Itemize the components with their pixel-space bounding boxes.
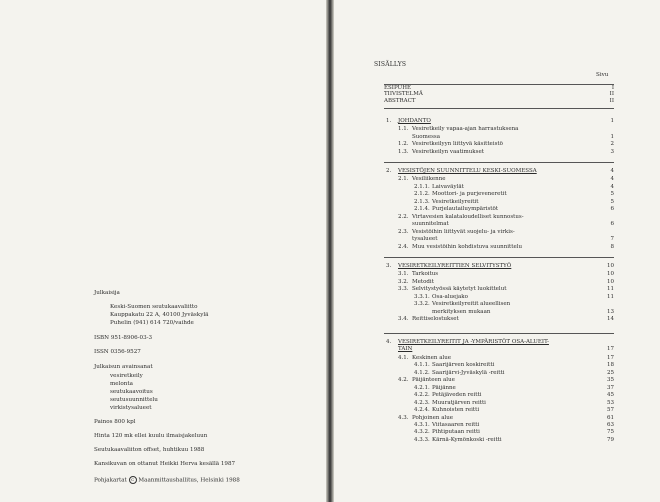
toc-section-number: 4. [386,339,392,345]
toc-entry-number: 1.3. [398,148,409,155]
toc-section-number: 3. [386,263,392,269]
toc-section-number: 1. [386,118,392,124]
toc-entry-title: Pihtiputaan reitti [432,429,480,436]
toc-entry-title: Reittiselostukset [412,316,459,323]
toc-entry-number: 2.1.2. [414,191,430,198]
toc-entry-number: 3.3. [398,286,409,293]
toc-entry-title: merkityksen mukaan [432,308,491,315]
toc-entry-number: 2.4. [398,243,409,250]
left-page-colophon [0,0,326,502]
toc-page-number: 53 [607,399,614,406]
toc-section-title: VESISTÖJEN SUUNNITTELU KESKI-SUOMESSA [398,168,537,174]
toc-entry-title: Kuhnoisten reitti [432,407,480,414]
print-run: Painos 800 kpl [94,419,136,425]
toc-page-number: 4 [610,183,614,190]
base-maps-text: Maanmittaushallitus, Helsinki 1988 [138,477,240,484]
toc-separator [384,333,614,334]
toc-entry-number: 3.3.1. [414,293,430,300]
toc-section-title: JOHDANTO [398,118,431,124]
toc-separator [384,162,614,163]
toc-entry-number: 1.1. [398,126,409,133]
toc-page-number: 3 [610,148,614,155]
toc-entry-number: 4.3.1. [414,421,430,428]
toc-page-number: 35 [607,377,614,384]
toc-entry-title: tysalueet [412,236,438,243]
toc-entry-number: 2.1.3. [414,198,430,205]
toc-entry-title: Pohjoinen alue [412,414,454,421]
issn-number: ISSN 0356-9527 [94,349,141,355]
toc-entry-number: 4.2.2. [414,392,430,399]
toc-page-number: 63 [607,421,614,428]
toc-page-number: 5 [610,198,614,205]
toc-page-number: 13 [607,308,614,315]
toc-entry-title: Purjelautailuympäristöt [432,206,499,213]
toc-page-number: 57 [607,407,614,414]
toc-page-number: 6 [610,206,614,213]
toc-page-number: 17 [607,346,614,353]
toc-entry-title: Virtavesien kalataloudelliset kunnostus- [412,213,524,220]
toc-entry-title: Muu vesistöihin kohdistuva suunnittelu [412,243,523,250]
toc-entry-number: 3.4. [398,316,409,323]
toc-page-number: 6 [610,221,614,228]
toc-entry-title: Viitasaaren reitti [432,421,480,428]
toc-separator [384,108,614,109]
toc-separator [384,84,614,85]
toc-page-number: 14 [607,316,614,323]
toc-page-number: 37 [607,384,614,391]
toc-entry-title: Tarkoitus [412,271,439,278]
base-maps-prefix: Pohjakartat [94,477,127,484]
printer-note: Seutukaavaliiton offset, huhtikuu 1988 [94,447,205,453]
toc-page-number: 79 [607,436,614,443]
toc-entry-title: Saarijärven koskireitti [432,362,495,369]
keyword: seutusuunnittelu [110,397,158,403]
toc-entry-number: 4.3.3. [414,436,430,443]
toc-page-number: 8 [610,243,614,250]
right-page-contents [334,0,660,502]
keywords-label: Julkaisun avainsanat [94,364,153,370]
toc-entry-number: 4.2.1. [414,384,430,391]
keyword: vesiretkeily [110,373,143,379]
toc-entry-title: Vesiretkeilyn vaatimukset [412,148,484,155]
price-note: Hinta 120 mk ellei kuulu ilmaisjakeluun [94,433,208,439]
toc-title: SISÄLLYS [374,61,407,68]
toc-page-number: 18 [607,362,614,369]
toc-separator [384,257,614,258]
toc-entry-number: 1.2. [398,141,409,148]
toc-page-number: 11 [607,286,614,293]
toc-section-title: VESIRETKEILYREITTIEN SELVITYSTYÖ [398,263,512,269]
toc-page-number: 75 [607,429,614,436]
toc-entry-number: 4.1.2. [414,369,430,376]
toc-page-number: 10 [607,278,614,285]
toc-entry-title: Vesiretkeilyreitit [432,198,479,205]
toc-entry-title: Moottori- ja purjeveneretit [432,191,507,198]
toc-entry-number: 4.2.4. [414,407,430,414]
toc-entry-number: 3.3.2. [414,301,430,308]
toc-front-entry: TIIVISTELMÄ [384,91,423,98]
toc-page-number: 4 [610,168,614,174]
toc-page-number: I [611,85,614,91]
cover-photo-credit: Kansikuvan on ottanut Heikki Herva kesällä 1987 [94,461,236,467]
toc-entry-number: 4.3.2. [414,429,430,436]
toc-entry-title: Laivaväylät [432,183,464,190]
toc-page-number: 11 [607,293,614,300]
toc-entry-number: 4.2.3. [414,399,430,406]
toc-page-number: II [609,97,614,104]
toc-entry-number: 2.3. [398,228,409,235]
toc-entry-number: 2.1. [398,176,409,183]
toc-front-entry: ABSTRACT [384,97,416,104]
toc-page-number: 45 [607,392,614,399]
toc-page-number: 17 [607,354,614,361]
toc-page-number: 25 [607,369,614,376]
keyword: seutukaavoitus [110,389,153,395]
toc-entry-number: 2.2. [398,213,409,220]
toc-page-number: 2 [610,141,614,148]
toc-entry-title: Vesistöihin liittyvät suojelu- ja virkis- [412,228,515,235]
toc-page-number: 4 [610,176,614,183]
toc-entry-number: 4.1.1. [414,362,430,369]
publisher-label: Julkaisija [94,290,120,296]
toc-entry-title: Selvitystyössä käytetyt luokittelut [412,286,507,293]
toc-section-title: VESIRETKEILYREITIT JA -YMPÄRISTÖT OSA-ALUEIT- [398,339,549,345]
toc-page-number: II [609,91,614,98]
base-maps-credit [94,476,240,484]
toc-entry-number: 2.1.4. [414,206,430,213]
toc-entry-title: Päijänne [432,384,456,391]
isbn-number: ISBN 951-8906-03-3 [94,335,153,341]
toc-entry-title: Vesiretkeilyyn liittyvä käsitteistö [412,141,503,148]
toc-section-title: TAIN [398,346,413,353]
keyword: melonta [110,381,133,387]
book-gutter [326,0,334,502]
toc-page-number: 61 [607,414,614,421]
toc-entry-title: Suomessa [412,133,441,140]
toc-entry-title: Päijänteen alue [412,377,455,384]
toc-entry-title: Vesiretkeily vapaa-ajan harrastuksena [412,126,519,133]
publisher-phone: Puhelin (941) 614 720/vaihde [110,320,194,326]
keyword: virkistysalueet [110,405,152,411]
toc-front-entry: ESIPUHE [384,85,412,91]
toc-page-number: 1 [610,118,614,124]
copyright-icon: C [129,476,137,484]
toc-entry-title: Vesiliikenne [412,176,446,183]
toc-entry-title: Muuratjärven reitti [432,399,486,406]
publisher-address: Kauppakatu 22 A, 40100 Jyväskylä [110,312,209,318]
toc-entry-title: Keskinen alue [412,354,452,361]
toc-page-number: 5 [610,191,614,198]
toc-entry-title: Petäjäveden reitti [432,392,482,399]
toc-entry-number: 4.2. [398,377,409,384]
toc-entry-title: suunnitelmat [412,221,449,228]
toc-entry-title: Osa-aluejako [432,293,468,300]
page-column-label: Sivu [596,72,609,78]
toc-page-number: 10 [607,271,614,278]
toc-entry-title: Vesiretkeilyreitit alueellisen [432,301,511,308]
toc-page-number: 1 [610,133,614,140]
toc-entry-number: 3.1. [398,271,409,278]
toc-page-number: 7 [610,236,614,243]
toc-section-number: 2. [386,168,392,174]
toc-entry-number: 4.1. [398,354,409,361]
toc-entry-number: 4.3. [398,414,409,421]
toc-page-number: 10 [607,263,614,269]
toc-entry-number: 2.1.1. [414,183,430,190]
toc-entry-title: Kärnä-Kymönkoski -reitti [432,436,502,443]
publisher-name: Keski-Suomen seutukaavaliitto [110,304,198,310]
toc-entry-number: 3.2. [398,278,409,285]
toc-entry-title: Saarijärvi-Jyväskylä -reitti [432,369,505,376]
toc-entry-title: Metodit [412,278,434,285]
